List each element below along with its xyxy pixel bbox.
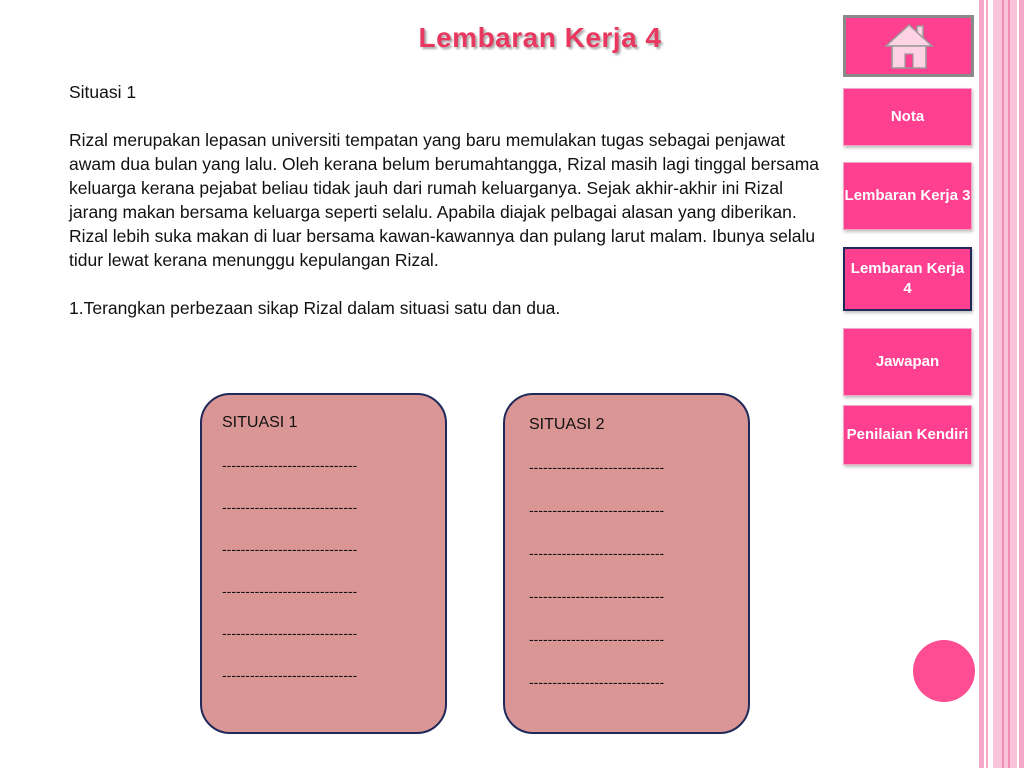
answer-line[interactable]: ----------------------------- (222, 541, 358, 557)
decor-stripe (993, 0, 1017, 768)
decor-circle (913, 640, 975, 702)
answer-line[interactable]: ----------------------------- (222, 499, 358, 515)
question-text: 1.Terangkan perbezaan sikap Rizal dalam situasi satu dan dua. (69, 298, 561, 318)
page-title: Lembaran Kerja 4 (418, 22, 662, 53)
answer-line[interactable]: ----------------------------- (222, 457, 358, 473)
situation-1-title: SITUASI 1 (222, 414, 298, 431)
home-button[interactable] (843, 15, 974, 77)
nav-jawapan-button[interactable]: Jawapan (843, 328, 972, 396)
worksheet-text (69, 80, 824, 320)
situation-2-box (503, 393, 750, 734)
answer-line[interactable]: ----------------------------- (529, 674, 665, 690)
situation-2-title: SITUASI 2 (529, 416, 605, 433)
situation-heading: Situasi 1 (69, 82, 137, 102)
nav-penilaian-kendiri-button[interactable]: Penilaian Kendiri (843, 405, 972, 465)
answer-line[interactable]: ----------------------------- (529, 545, 665, 561)
decor-stripe (1008, 0, 1010, 768)
nav-lembaran-kerja-4-button[interactable]: Lembaran Kerja 4 (843, 247, 972, 311)
decor-stripe (1002, 0, 1004, 768)
answer-line[interactable]: ----------------------------- (529, 588, 665, 604)
answer-line[interactable]: ----------------------------- (222, 625, 358, 641)
home-icon (883, 22, 935, 70)
situation-paragraph: Rizal merupakan lepasan universiti tempatan yang baru memulakan tugas sebagai penjawat awam dua bulan yang lalu. Oleh kerana belum berumahtangga, Rizal masih lagi tinggal bersama keluarga kerana pejabat beliau tidak jauh dari rumah keluarganya. Sejak akhir-akhir ini Rizal jarang makan bersama keluarga seperti selalu. Apabila diajak pelbagai alasan yang diberikan. Rizal lebih suka makan di luar bersama kawan-kawannya dan pulang larut malam. Ibunya selalu tidur lewat kerana menunggu kepulangan Rizal. (69, 130, 820, 270)
decor-stripe (1019, 0, 1024, 768)
answer-line[interactable]: ----------------------------- (529, 631, 665, 647)
decor-stripe (979, 0, 984, 768)
decor-stripe (986, 0, 988, 768)
nav-lembaran-kerja-3-button[interactable]: Lembaran Kerja 3 (843, 162, 972, 230)
answer-line[interactable]: ----------------------------- (529, 502, 665, 518)
answer-line[interactable]: ----------------------------- (222, 667, 358, 683)
nav-nota-button[interactable]: Nota (843, 88, 972, 146)
situation-1-box (200, 393, 447, 734)
answer-line[interactable]: ----------------------------- (529, 459, 665, 475)
answer-line[interactable]: ----------------------------- (222, 583, 358, 599)
